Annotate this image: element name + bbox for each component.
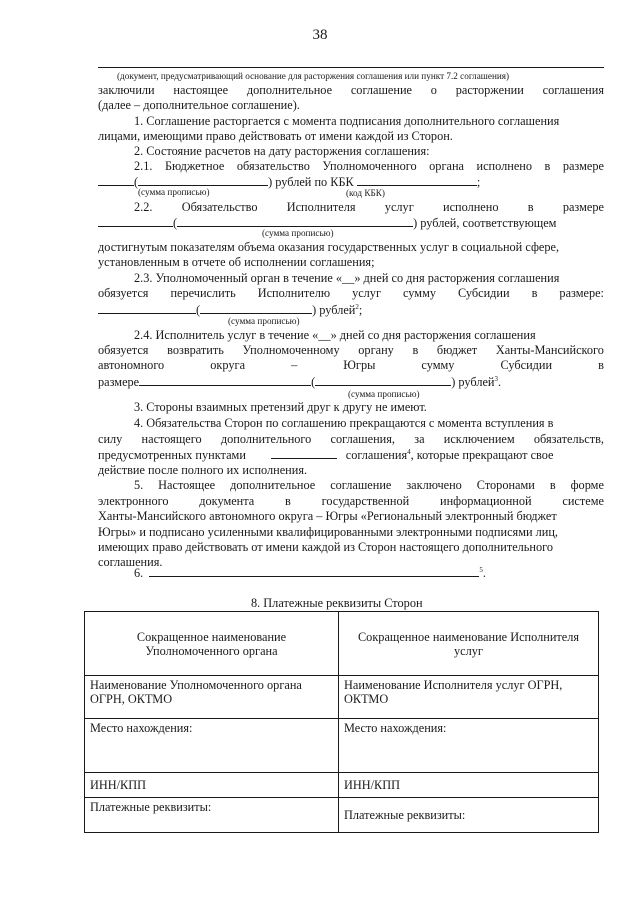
blank-field	[200, 302, 312, 314]
blank-field	[357, 174, 477, 186]
table-header-contractor: Сокращенное наименование Исполнителя услуг	[339, 612, 599, 676]
clause-4-line-1: 4. Обязательства Сторон по соглашению прекращаются с момента вступления в	[134, 416, 554, 430]
clause-2-3-line-2: обязуется перечислить Исполнителю услуг сумму Субсидии в размере:	[98, 286, 604, 300]
blank-field	[271, 447, 337, 459]
section-8-title: 8. Платежные реквизиты Сторон	[251, 596, 423, 610]
blank-field	[315, 374, 451, 386]
clause-1-line-2: лицами, имеющими право действовать от имени каждой из Сторон.	[98, 129, 453, 143]
blank-field	[98, 215, 173, 227]
authority-payment-cell: Платежные реквизиты:	[85, 798, 339, 833]
blank-field	[138, 174, 268, 186]
blank-field	[139, 374, 311, 386]
clause-2-3-line-1: 2.3. Уполномоченный орган в течение «__» дней со дня расторжения соглашения	[134, 271, 560, 285]
clause-2: 2. Состояние расчетов на дату расторжения соглашения:	[134, 144, 430, 158]
clause-2-1-line-2: ( ) рублей по КБК ;	[98, 174, 480, 189]
clause-2-4-line-3: автономного округа – Югры сумму Субсидии в	[98, 358, 604, 372]
contractor-location-cell: Место нахождения:	[339, 719, 599, 773]
clause-5-line-4: Югры» и подписано усиленными квалифицированными электронными подписями лиц,	[98, 525, 559, 539]
authority-inn-cell: ИНН/КПП	[85, 773, 339, 798]
intro-line: заключили настоящее дополнительное соглашение о расторжении соглашения	[98, 83, 604, 97]
clause-5-line-3: Ханты-Мансийского автономного округа – Югры «Региональный электронный бюджет	[98, 509, 557, 523]
clause-1-line-1: 1. Соглашение расторгается с момента подписания дополнительного соглашения	[134, 114, 560, 128]
clause-2-1-line-1: 2.1. Бюджетное обязательство Уполномоченного органа исполнено в размере	[134, 159, 604, 173]
top-caption: (документ, предусматривающий основание для расторжения соглашения или пункт 7.2 соглашения)	[117, 71, 510, 81]
payment-details-table	[84, 611, 599, 833]
clause-2-2-line-1: 2.2. Обязательство Исполнителя услуг исполнено в размере	[134, 200, 604, 214]
clause-2-4-line-4: размере ( ) рублей$^3$.	[98, 374, 502, 389]
clause-5-line-1: 5. Настоящее дополнительное соглашение заключено Сторонами в форме	[134, 478, 604, 492]
table-header-authority: Сокращенное наименование Уполномоченного органа	[85, 612, 339, 676]
authority-location-cell: Место нахождения:	[85, 719, 339, 773]
clause-2-1-label-sum: (сумма прописью)	[138, 187, 210, 197]
clause-2-3-label-sum: (сумма прописью)	[228, 316, 300, 326]
clause-5-line-6: соглашения.	[98, 555, 163, 569]
clause-2-2-line-4: установленным в отчете об исполнении соглашения;	[98, 255, 375, 269]
clause-2-4-label-sum: (сумма прописью)	[348, 389, 420, 399]
contractor-payment-cell: Платежные реквизиты:	[339, 798, 599, 833]
intro-line-2: (далее – дополнительное соглашение).	[98, 98, 300, 112]
clause-2-4-line-2: обязуется возвратить Уполномоченному органу в бюджет Ханты-Мансийского	[98, 343, 604, 357]
clause-2-4-line-1: 2.4. Исполнитель услуг в течение «__» дней со дня расторжения соглашения	[134, 328, 536, 342]
clause-2-2-line-3: достигнутым показателям объема оказания государственных услуг в социальной сфере,	[98, 240, 560, 254]
blank-field	[98, 174, 134, 186]
clause-2-3-line-3: ( ) рублей$^2$;	[98, 302, 362, 317]
clause-5-line-5: имеющих право действовать от имени каждой из Сторон настоящего дополнительного	[98, 540, 554, 554]
clause-4-line-3: предусмотренных пунктами соглашения$^4$, которые прекращают свое	[98, 447, 554, 462]
blank-field	[177, 215, 413, 227]
clause-5-line-2: электронного документа в государственной информационной системе	[98, 494, 604, 508]
blank-field	[149, 565, 479, 577]
clause-2-2-label-sum: (сумма прописью)	[262, 228, 334, 238]
clause-3: 3. Стороны взаимных претензий друг к другу не имеют.	[134, 400, 427, 414]
contractor-inn-cell: ИНН/КПП	[339, 773, 599, 798]
authority-name-cell: Наименование Уполномоченного органа ОГРН, ОКТМО	[85, 676, 339, 719]
blank-field	[98, 302, 196, 314]
clause-6: 6. $^5$.	[134, 565, 486, 580]
clause-2-2-line-2: ( ) рублей, соответствующем	[98, 215, 556, 230]
clause-4-line-2: силу настоящего дополнительного соглашения, за исключением обязательств,	[98, 432, 604, 446]
top-rule	[98, 67, 604, 68]
page-number: 38	[312, 27, 328, 43]
clause-4-line-4: действие после полного их исполнения.	[98, 463, 308, 477]
clause-2-1-label-kbk: (код КБК)	[346, 188, 385, 198]
contractor-name-cell: Наименование Исполнителя услуг ОГРН, ОКТМО	[339, 676, 599, 719]
